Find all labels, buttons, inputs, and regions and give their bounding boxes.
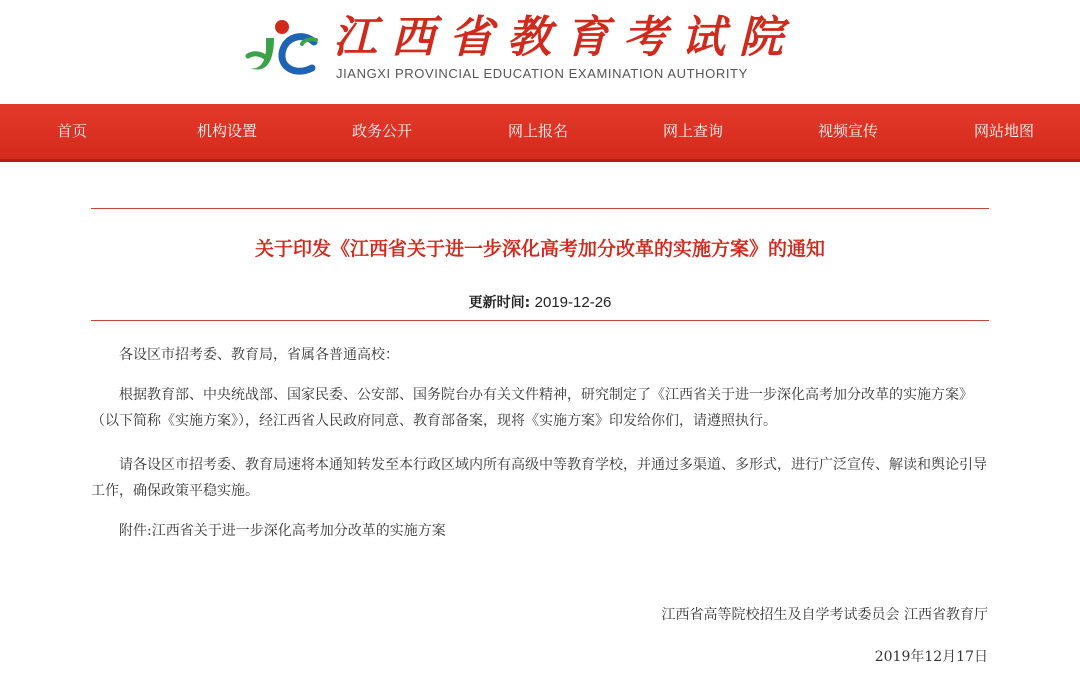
nav-item-government-affairs[interactable]: 政务公开: [352, 123, 413, 140]
nav-item-sitemap[interactable]: 网站地图: [974, 123, 1035, 140]
nav-item-home[interactable]: 首页: [57, 123, 88, 140]
meta-divider: [91, 320, 989, 321]
top-divider: [91, 208, 989, 209]
attachment-link[interactable]: 附件:江西省关于进一步深化高考加分改革的实施方案: [119, 523, 446, 539]
main-nav: [0, 104, 1080, 162]
article-meta: [91, 292, 989, 312]
site-header: [0, 0, 1080, 104]
update-time-value: 2019-12-26: [534, 294, 612, 311]
update-time-label: 更新时间:: [468, 295, 531, 311]
nav-item-organization[interactable]: 机构设置: [197, 123, 258, 140]
issue-date: 2019年12月17日: [874, 649, 988, 665]
nav-item-video[interactable]: 视频宣传: [818, 123, 879, 140]
nav-item-online-query[interactable]: 网上查询: [663, 123, 724, 140]
issuer-signature: 江西省高等院校招生及自学考试委员会 江西省教育厅: [661, 607, 988, 623]
logo-chinese-name: 江西省教育考试院: [333, 12, 797, 63]
article-title: 关于印发《江西省关于进一步深化高考加分改革的实施方案》的通知: [254, 238, 825, 260]
body-paragraph-1: 根据教育部、中央统战部、国家民委、公安部、国务院台办有关文件精神，研究制定了《江西省关于进一步深化高考加分改革的实施方案》（以下简称《实施方案》），经江西省人民政府同意、教育部备案，现将《实施方案》印发给你们，请遵照执行。: [91, 387, 973, 429]
jc-logo-icon[interactable]: [244, 18, 322, 80]
logo-english-name: JIANGXI PROVINCIAL EDUCATION EXAMINATION AUTHORITY: [336, 66, 748, 81]
body-paragraph-2: 请各设区市招考委、教育局速将本通知转发至本行政区域内所有高级中等教育学校，并通过多渠道、多形式，进行广泛宣传、解读和舆论引导工作，确保政策平稳实施。: [91, 457, 987, 499]
site-logo[interactable]: [333, 12, 797, 81]
salutation: 各设区市招考委、教育局，省属各普通高校：: [119, 347, 399, 363]
nav-item-online-registration[interactable]: 网上报名: [508, 123, 569, 140]
